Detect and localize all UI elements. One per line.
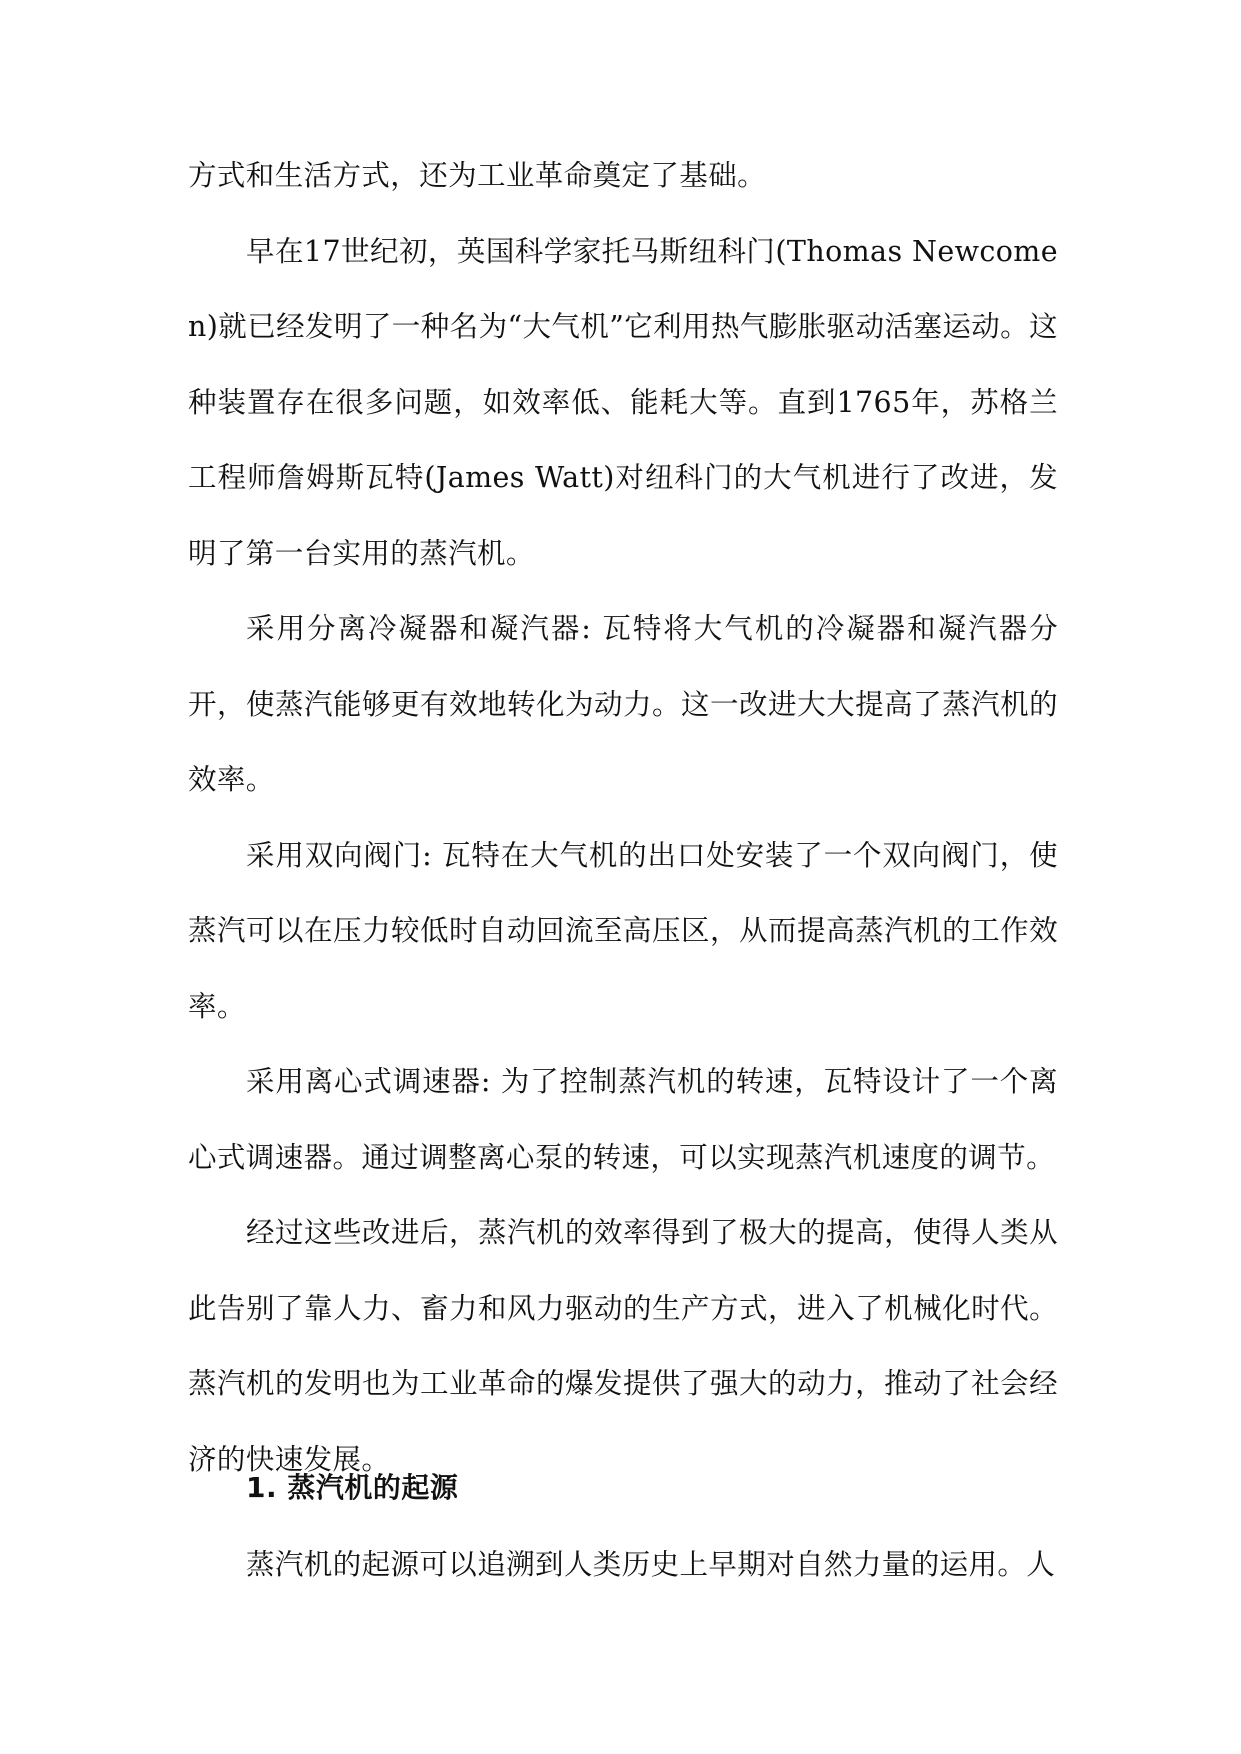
paragraph-impact: 经过这些改进后，蒸汽机的效率得到了极大的提高，使得人类从此告别了靠人力、畜力和风力驱动的生产方式，进入了机械化时代。蒸汽机的发明也为工业革命的爆发提供了强大的动力，推动了社会经济的快速发展。 bbox=[188, 1216, 1058, 1476]
paragraph-continuation: 方式和生活方式，还为工业革命奠定了基础。 bbox=[188, 159, 767, 192]
paragraph-origin: 蒸汽机的起源可以追溯到人类历史上早期对自然力量的运用。人 bbox=[246, 1548, 1056, 1581]
section-body bbox=[188, 1527, 1058, 1603]
paragraph-separate-condenser: 采用分离冷凝器和凝汽器: 瓦特将大气机的冷凝器和凝汽器分开，使蒸汽能够更有效地转化为动力。这一改进大大提高了蒸汽机的效率。 bbox=[188, 612, 1058, 796]
section-heading: 1. 蒸汽机的起源 bbox=[246, 1471, 459, 1504]
body-text bbox=[188, 138, 1058, 1497]
paragraph-centrifugal-governor: 采用离心式调速器: 为了控制蒸汽机的转速，瓦特设计了一个离心式调速器。通过调整离心泵的转速，可以实现蒸汽机速度的调节。 bbox=[188, 1065, 1058, 1174]
paragraph-two-way-valve: 采用双向阀门: 瓦特在大气机的出口处安装了一个双向阀门，使蒸汽可以在压力较低时自动回流至高压区，从而提高蒸汽机的工作效率。 bbox=[188, 838, 1058, 1023]
paragraph-newcomen-watt: 早在17世纪初，英国科学家托马斯纽科门(Thomas Newcomen)就已经发明了一种名为“大气机”它利用热气膨胀驱动活塞运动。这种装置存在很多问题，如效率低、能耗大等。直到1765年，苏格兰工程师詹姆斯瓦特(James Watt)对纽科门的大气机进行了改进，发明了第一台实用的蒸汽机。 bbox=[188, 234, 1058, 570]
